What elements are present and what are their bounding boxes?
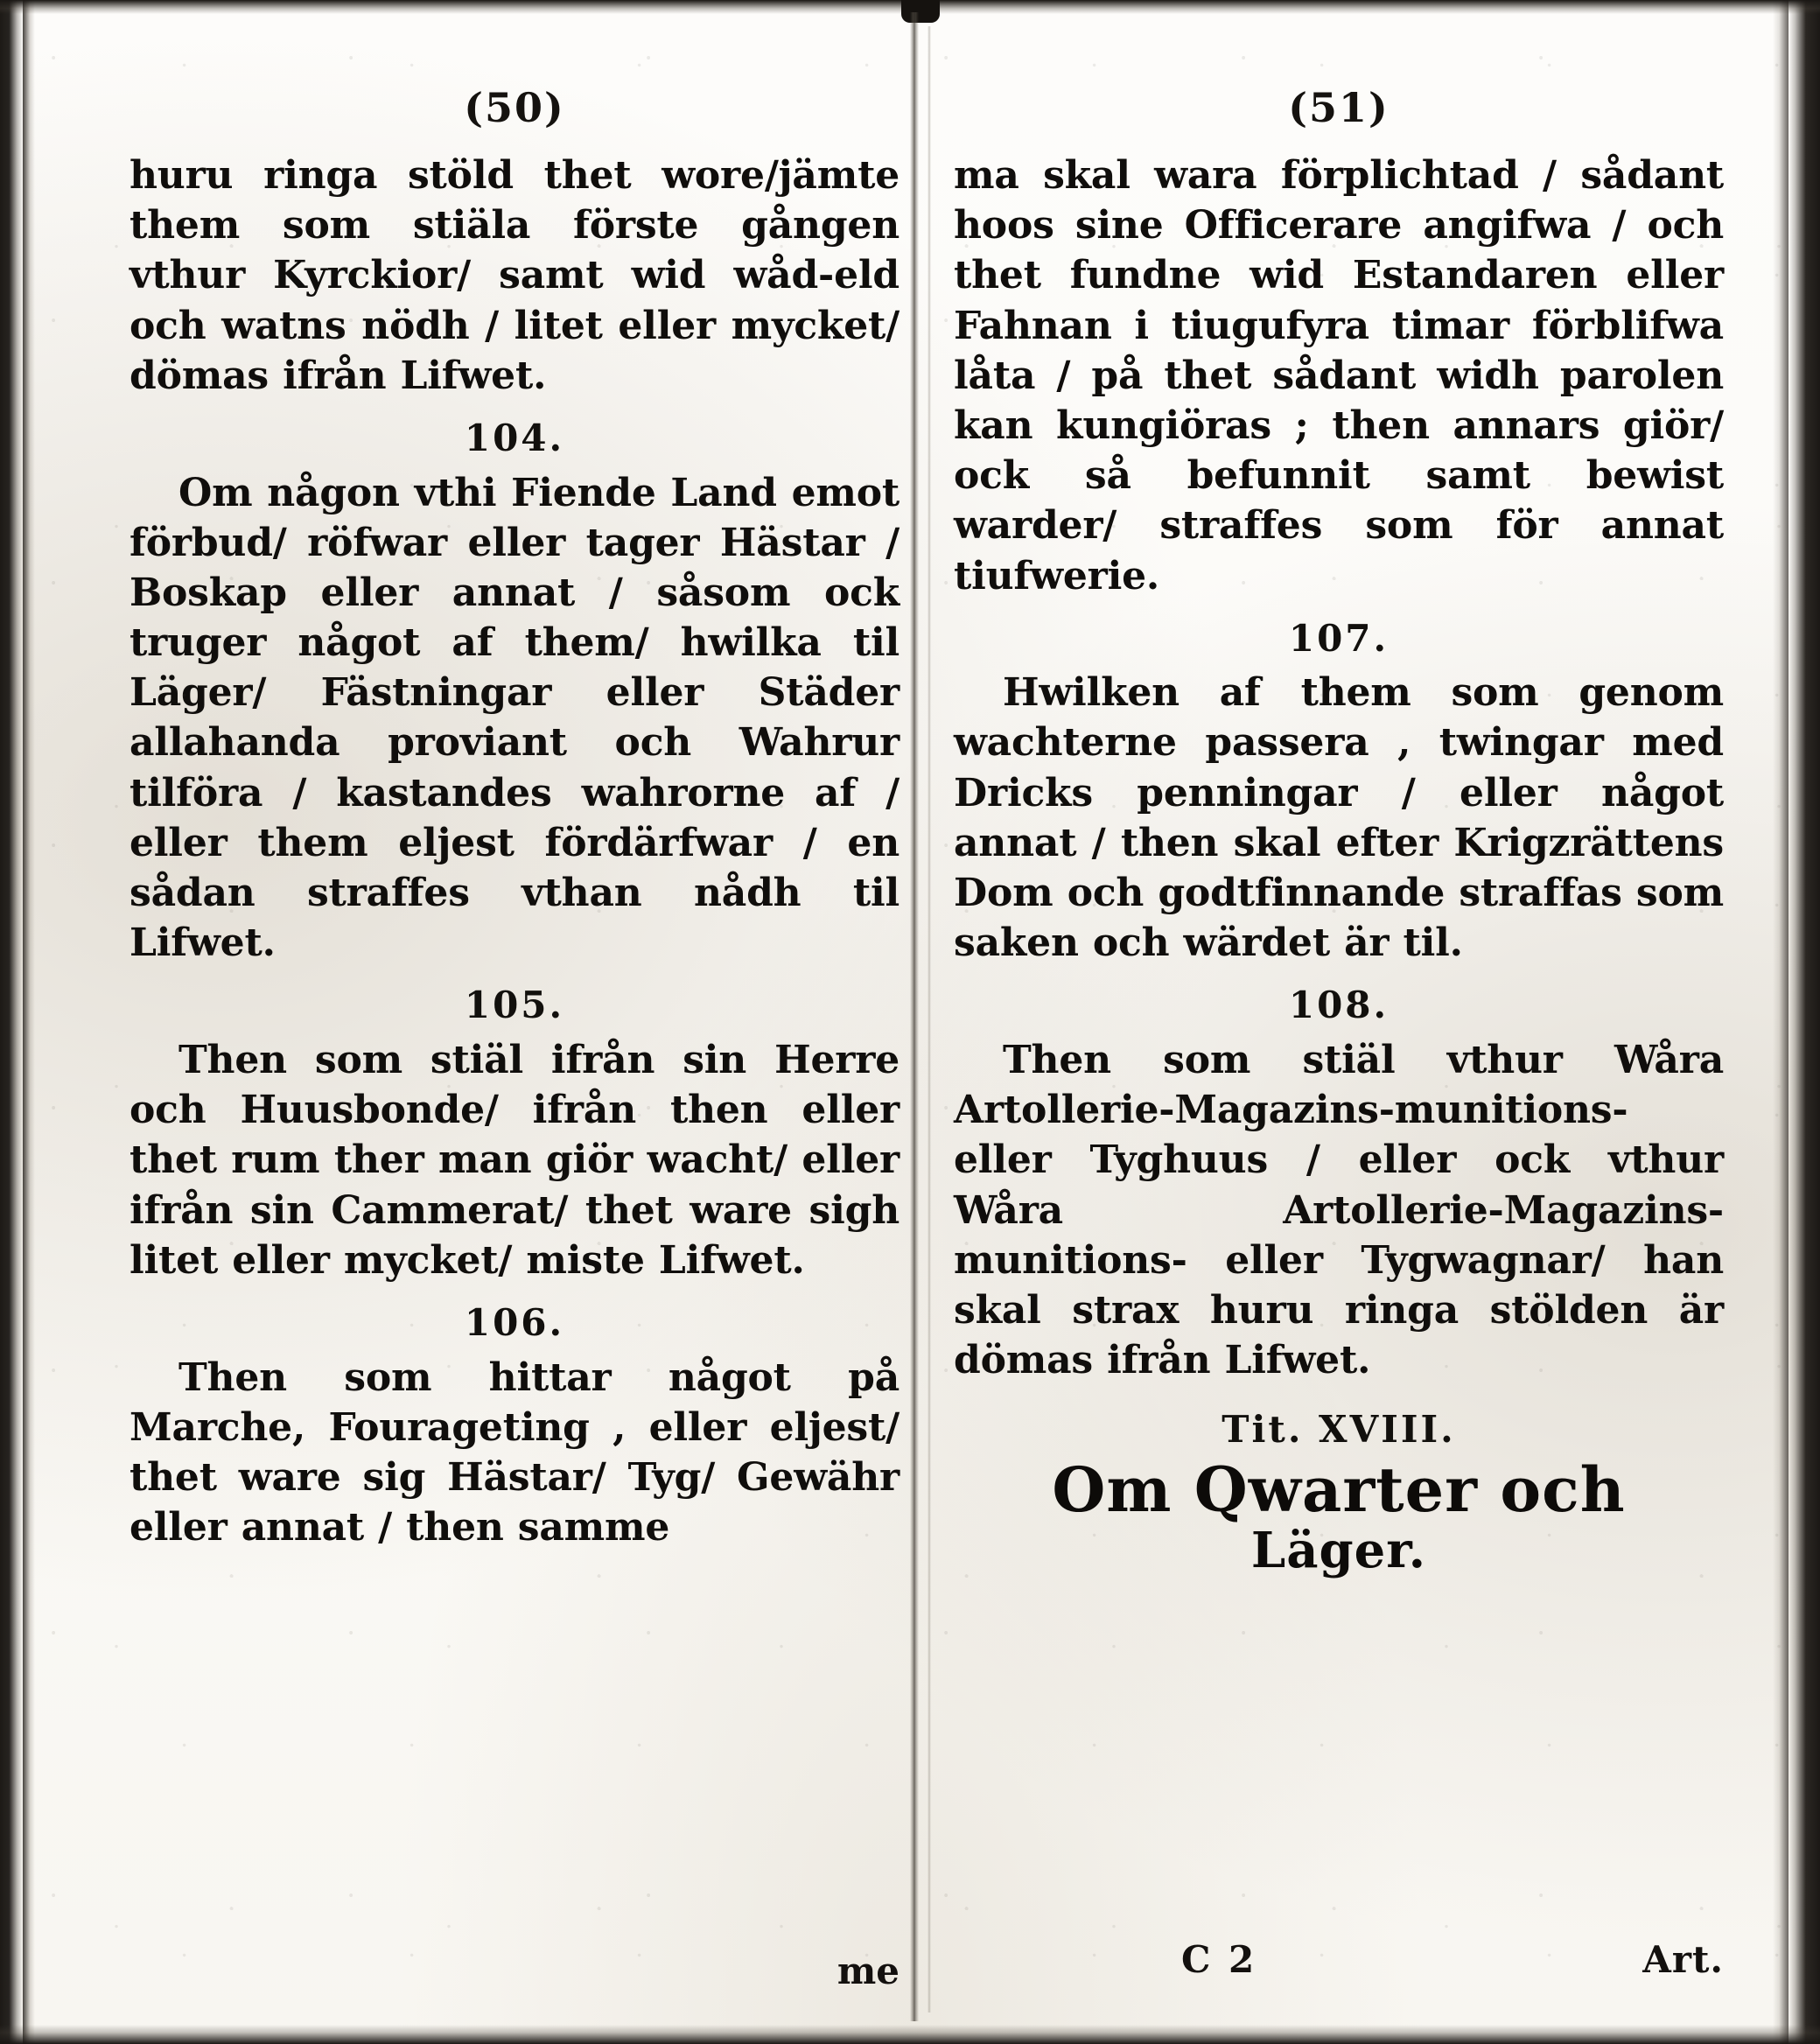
section-body-105: Then som stiäl ifrån sin Herre och Huusbonde/ ifrån then eller thet rum ther man giör wacht/ eller ifrån sin Cammerat/ thet ware sigh litet eller mycket/ miste Lifwet. xyxy=(130,1038,900,1283)
section-body-107: Hwilken af them som genom wachterne passera , twingar med Dricks penningar / eller något annat / then skal efter Krigzrättens Dom och godtfinnande straffas som saken och wärdet är til. xyxy=(954,670,1724,966)
section-number-105: 105. xyxy=(464,984,565,1027)
page-edge-left xyxy=(0,0,23,2044)
right-page-catchword: Art. xyxy=(1642,1938,1724,1981)
title-label: Tit. XVIII. xyxy=(1222,1408,1456,1452)
right-page-folio: (51) xyxy=(1288,84,1390,131)
section-body-108: Then som stiäl vthur Wåra Artollerie-Magazins-munitions- eller Tyghuus / eller ock vthur Wåra Artollerie-Magazins-munitions- eller Tygwagnar/ han skal strax huru ringa stölden är dömas ifrån Lifwet. xyxy=(954,1038,1724,1383)
page-edge-right xyxy=(1788,0,1820,2044)
signature-mark: C 2 xyxy=(1181,1938,1257,1981)
page-edge-right-inner xyxy=(1773,0,1788,2044)
section-number-104: 104. xyxy=(464,416,565,459)
section-number-107: 107. xyxy=(1288,616,1390,660)
page-edge-bottom xyxy=(0,2025,1820,2044)
book-gutter-shadow xyxy=(928,26,931,2012)
right-page-continuation-paragraph: ma skal wara förplichtad / sådant hoos sine Officerare angifwa / och thet fundne wid Estandaren eller Fahnan i tiugufyra timar förblifwa låta / på thet sådant widh parolen kan kungiöras ; then annars giör/ ock så befunnit samt bewist warder/ straffes som för annat tiufwerie. xyxy=(954,153,1724,598)
left-page-catchword: me xyxy=(836,1950,900,1992)
book-gutter xyxy=(910,12,919,2021)
right-page-footer xyxy=(954,1938,1724,1981)
page-edge-left-inner xyxy=(23,0,35,2044)
chapter-title xyxy=(954,1453,1724,1579)
left-page-folio: (50) xyxy=(464,84,565,131)
left-page-column xyxy=(130,84,900,1558)
chapter-title-sub: Läger. xyxy=(1250,1521,1427,1579)
left-page-continuation-paragraph: huru ringa stöld thet wore/jämte them som stiäla förste gången vthur Kyrckior/ samt wid wåd-eld och watns nödh / litet eller mycket/ dömas ifrån Lifwet. xyxy=(130,153,900,398)
section-body-104: Om någon vthi Fiende Land emot förbud/ röfwar eller tager Hästar / Boskap eller annat / såsom ock truger något af them/ hwilka til Läger/ Fästningar eller Städer allahanda proviant och Wahrur tilföra / kastandes wahrorne af / eller them eljest fördärfwar / en sådan straffes vthan nådh til Lifwet. xyxy=(130,470,900,966)
right-page-column xyxy=(954,84,1724,1577)
section-body-106: Then som hittar något på Marche, Fourageting , eller eljest/ thet ware sig Hästar/ Tyg/ Gewähr eller annat / then samme xyxy=(130,1354,900,1550)
section-number-106: 106. xyxy=(464,1300,565,1344)
chapter-title-main: Om Qwarter och xyxy=(1052,1453,1626,1527)
section-number-108: 108. xyxy=(1288,984,1390,1027)
binding-nub xyxy=(901,0,940,23)
